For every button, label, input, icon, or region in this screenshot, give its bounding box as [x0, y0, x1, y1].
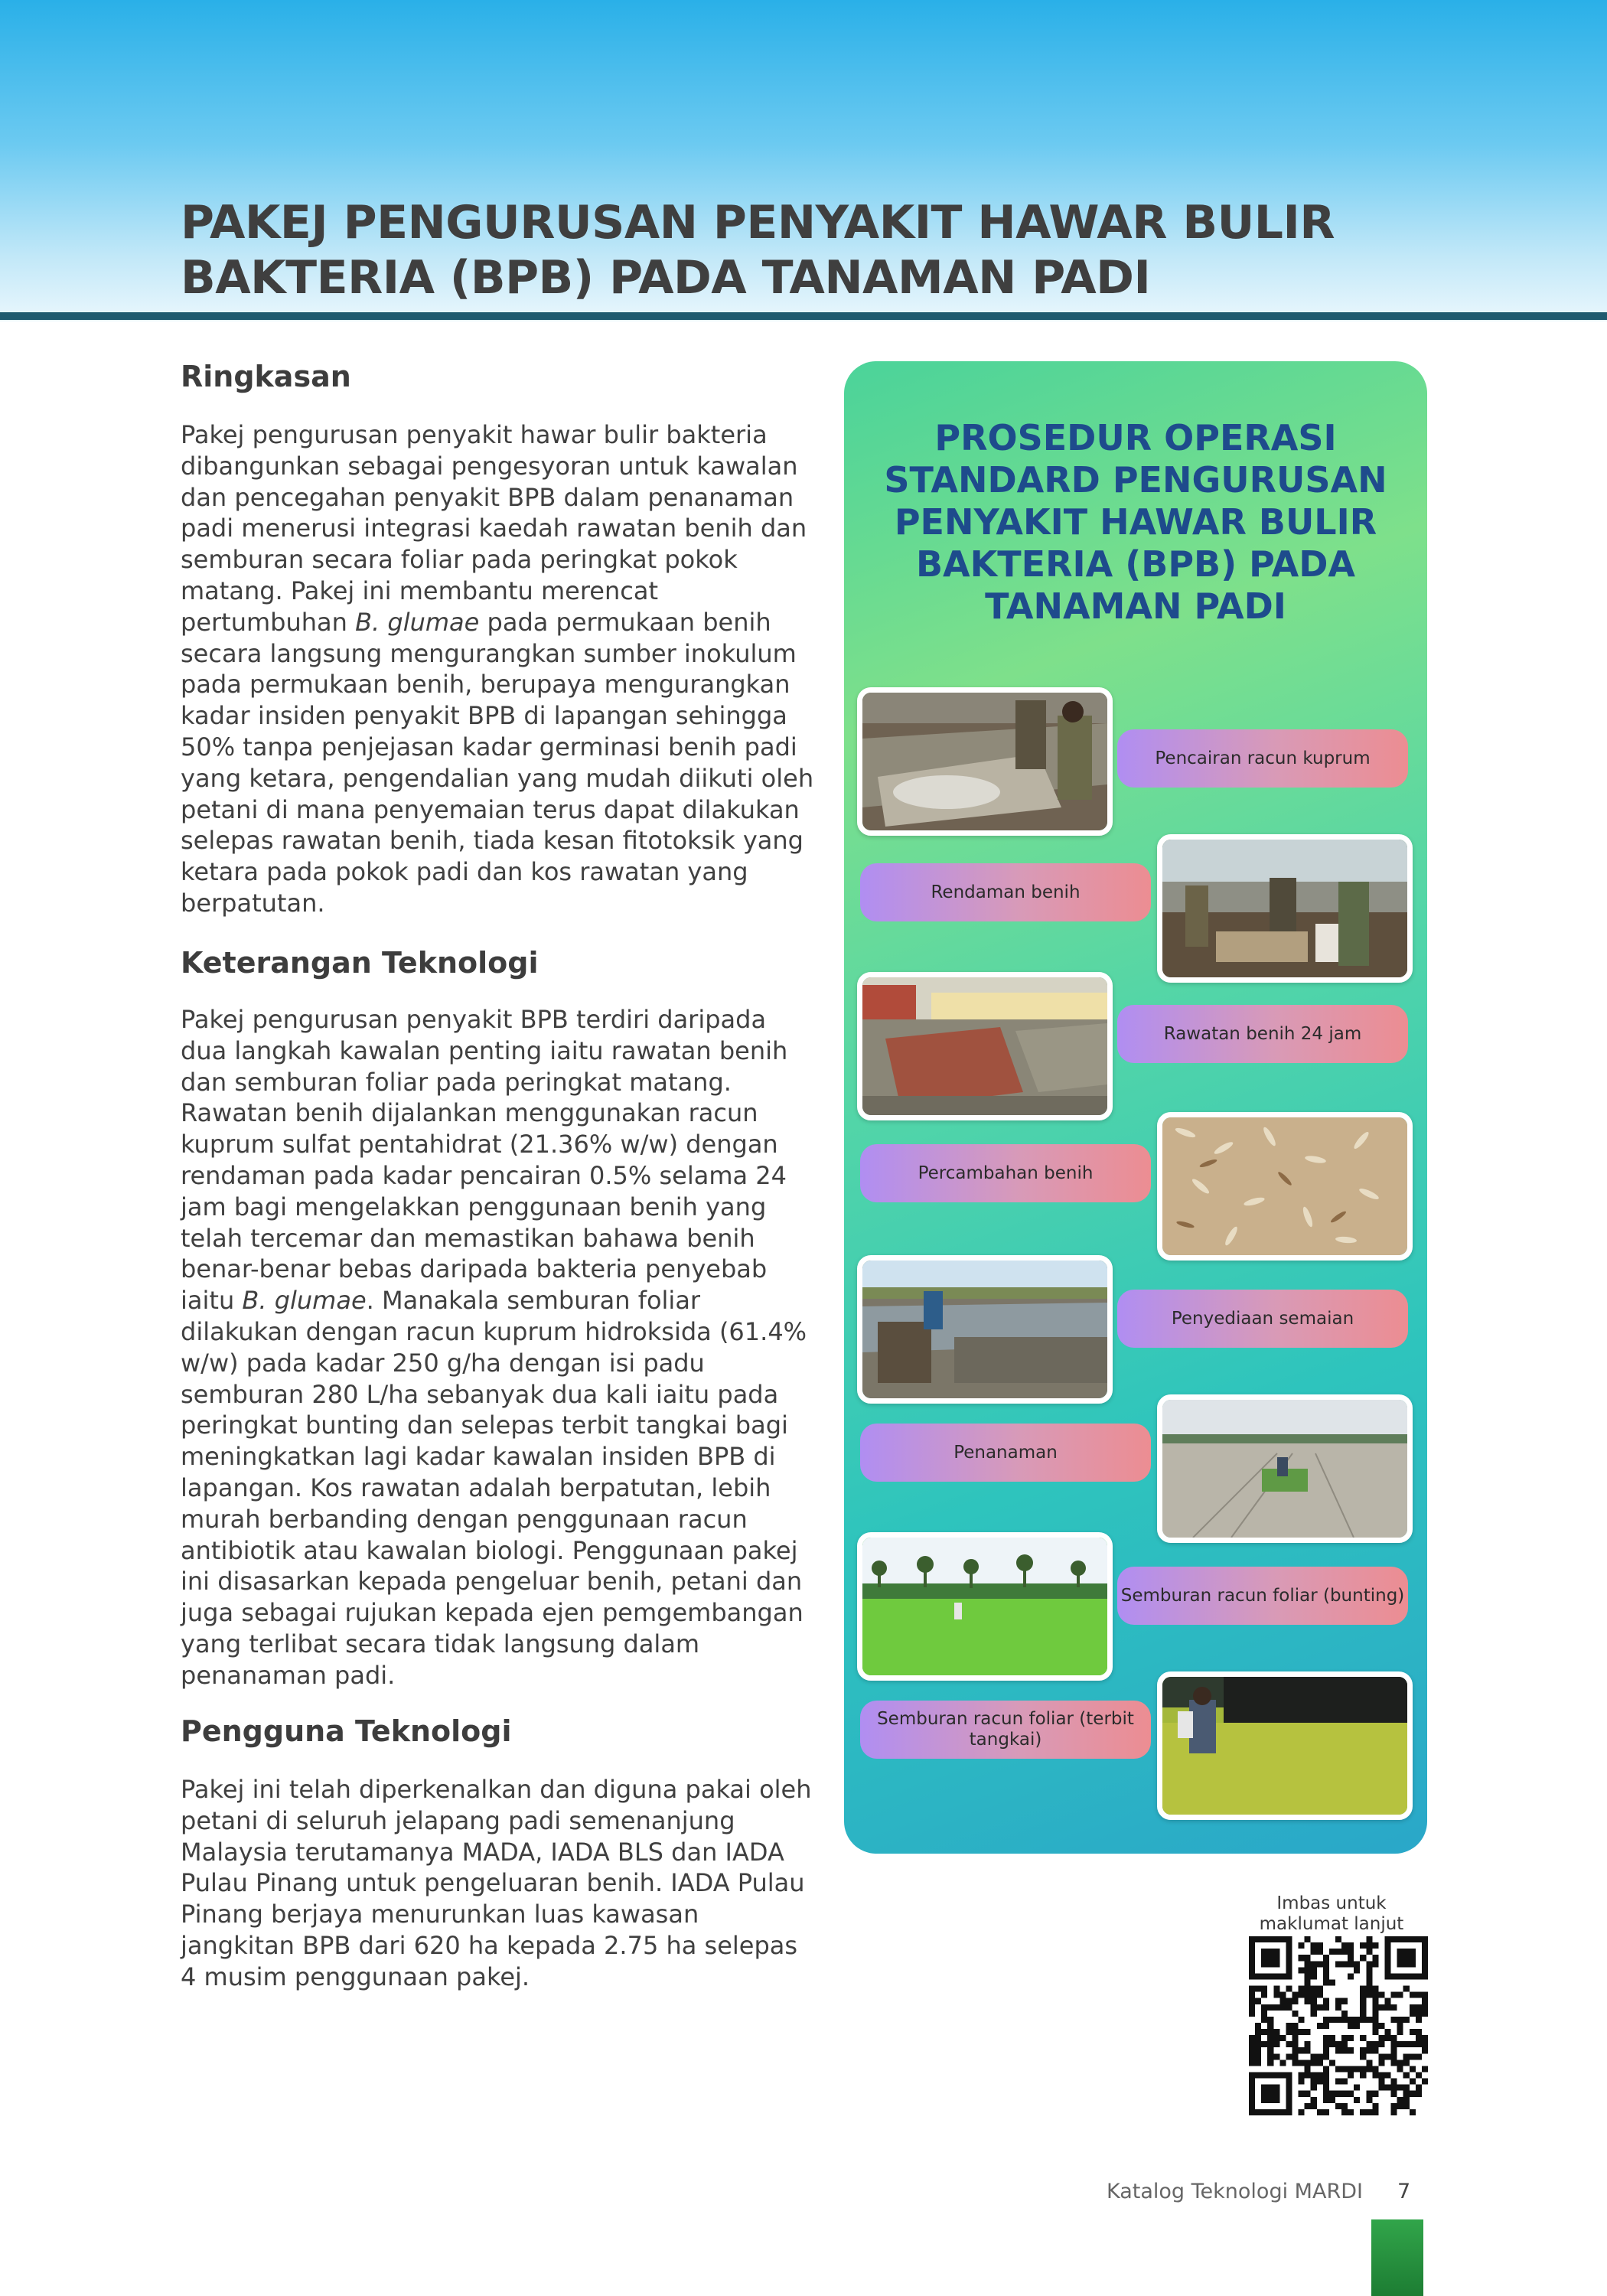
ringkasan-species: B. glumae — [355, 607, 480, 637]
footer-catalog-name: Katalog Teknologi MARDI — [1107, 2180, 1363, 2203]
photo-penyediaan-semaian — [857, 1255, 1113, 1404]
page-title-line-2: BAKTERIA (BPB) PADA TANAMAN PADI — [181, 251, 1151, 305]
paragraph-keterangan-teknologi — [181, 1004, 816, 1691]
ringkasan-text-1: Pakej pengurusan penyakit hawar bulir bakteria dibangunkan sebagai pengesyoran untuk kawalan dan pencegahan penyakit BPB dalam penanaman padi menerusi integrasi kaedah rawatan benih dan semburan secara foliar pada peringkat pokok matang. Pakej ini membantu merencat pertumbuhan — [181, 420, 807, 637]
step-label-rendaman-benih: Rendaman benih — [860, 863, 1151, 921]
step-label-percambahan-benih: Percambahan benih — [860, 1144, 1151, 1202]
photo-rendaman-benih — [1157, 834, 1413, 983]
step-label-penanaman: Penanaman — [860, 1424, 1151, 1482]
sop-title — [857, 417, 1414, 628]
page-title-line-1: PAKEJ PENGURUSAN PENYAKIT HAWAR BULIR — [181, 196, 1335, 249]
photo-pencairan-racun — [857, 687, 1113, 836]
sop-title-line-1: PROSEDUR OPERASI — [934, 417, 1337, 458]
step-label-rawatan-benih-24-jam: Rawatan benih 24 jam — [1117, 1005, 1408, 1063]
step-label-semburan-bunting: Semburan racun foliar (bunting) — [1117, 1567, 1408, 1625]
page-number: 7 — [1397, 2180, 1411, 2203]
sop-title-line-2: STANDARD PENGURUSAN — [884, 459, 1387, 501]
step-label-penyediaan-semaian: Penyediaan semaian — [1117, 1290, 1408, 1348]
keterangan-text-2: . Manakala semburan foliar dilakukan dengan racun kuprum hidroksida (61.4% w/w) pada kadar 250 g/ha dengan isi padu semburan 280 L/ha sebanyak dua kali iaitu pada peringkat bunting dan selepas terbit tangkai bagi meningkatkan lagi kadar kawalan insiden BPB di lapangan. Kos rawatan adalah berpatutan, lebih murah berbanding dengan penggunaan racun antibiotik atau kawalan biologi. Penggunaan pakej ini disasarkan kepada pengeluar benih, petani dan juga sebagai rujukan kepada ejen pemgembangan yang terlibat secara tidak langsung dalam penanaman padi. — [181, 1286, 807, 1690]
paragraph-pengguna-teknologi: Pakej ini telah diperkenalkan dan diguna pakai oleh petani di seluruh jelapang padi semenanjung Malaysia terutamanya MADA, IADA BLS dan IADA Pulau Pinang untuk pengeluaran benih. IADA Pulau Pinang berjaya menurunkan luas kawasan jangkitan BPB dari 620 ha kepada 2.75 ha selepas 4 musim penggunaan pakej. — [181, 1775, 812, 1991]
sop-title-line-5: TANAMAN PADI — [985, 585, 1286, 627]
header-divider — [0, 312, 1607, 320]
heading-ringkasan: Ringkasan — [181, 360, 351, 393]
step-label-pencairan-racun-kuprum: Pencairan racun kuprum — [1117, 729, 1408, 788]
ringkasan-text-2: pada permukaan benih secara langsung mengurangkan sumber inokulum pada permukaan benih, berupaya mengurangkan kadar insiden penyakit BPB di lapangan sehingga 50% tanpa penjejasan kadar germinasi benih padi yang ketara, pengendalian yang mudah diikuti oleh petani di mana penyemaian terus dapat dilakukan selepas rawatan benih, tiada kesan fitotoksik yang ketara pada pokok padi dan kos rawatan yang berpatutan. — [181, 607, 814, 918]
keterangan-species: B. glumae — [242, 1286, 367, 1316]
qr-caption: Imbas untuk maklumat lanjut — [1259, 1893, 1404, 1934]
paragraph-ringkasan — [181, 419, 816, 919]
photo-percambahan-benih — [1157, 1112, 1413, 1261]
heading-keterangan-teknologi: Keterangan Teknologi — [181, 946, 539, 980]
sop-title-line-3: PENYAKIT HAWAR BULIR — [894, 501, 1377, 543]
sop-title-line-4: BAKTERIA (BPB) PADA — [915, 543, 1356, 585]
qr-code[interactable] — [1249, 1936, 1428, 2115]
keterangan-text-1: Pakej pengurusan penyakit BPB terdiri daripada dua langkah kawalan penting iaitu rawatan benih dan semburan foliar pada peringkat matang. Rawatan benih dijalankan menggunakan racun kuprum sulfat pentahidrat (21.36% w/w) dengan rendaman pada kadar pencairan 0.5% selama 24 jam bagi mengelakkan penggunaan benih yang telah tercemar dan memastikan bahawa benih benar-benar bebas daripada bakteria penyebab iaitu — [181, 1005, 788, 1316]
photo-rawatan-benih — [857, 972, 1113, 1120]
photo-semburan-terbit-tangkai — [1157, 1671, 1413, 1820]
heading-pengguna-teknologi: Pengguna Teknologi — [181, 1714, 512, 1748]
photo-penanaman — [1157, 1394, 1413, 1543]
footer-color-tab — [1371, 2219, 1423, 2296]
step-label-semburan-terbit-tangkai: Semburan racun foliar (terbit tangkai) — [860, 1701, 1151, 1759]
page-title — [181, 195, 1405, 305]
photo-semburan-bunting — [857, 1532, 1113, 1681]
